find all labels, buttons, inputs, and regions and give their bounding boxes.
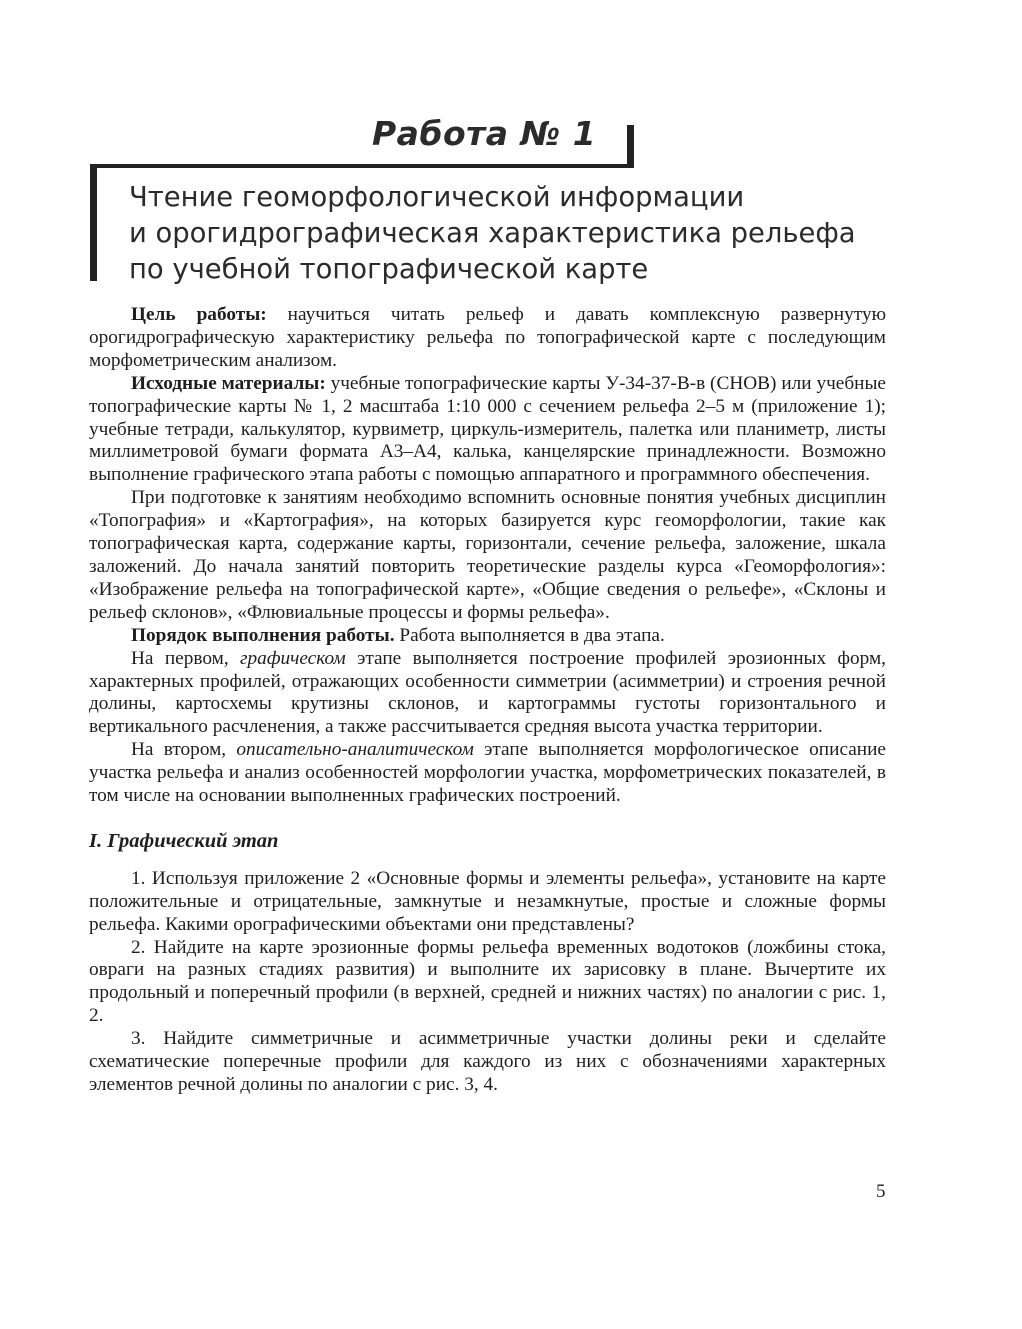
second-stage-paragraph [89,739,886,808]
title-rule-horizontal [90,164,634,168]
first-stage-paragraph [89,648,886,740]
first-stage-text: этапе выполняется построение профилей эрозионных форм, характерных профилей, отражающих особенности симметрии (асимметрии) и строения речной долины, картосхемы крутизны склонов, и картограммы густоты горизонтального и вертикального расчленения, а также рассчитывается средняя высота участка территории. [89,647,886,738]
title-rule-left [90,164,97,281]
work-subtitle [129,180,929,288]
page-number: 5 [876,1181,886,1202]
task-item: 3. Найдите симметричные и асимметричные участки долины реки и сделайте схематические поперечные профили для каждого из них с обозначениями характерных элементов речной долины по аналогии с рис. 3, 4. [89,1028,886,1095]
preparation-paragraph: При подготовке к занятиям необходимо вспомнить основные понятия учебных дисциплин «Топография» и «Картография», на которых базируется курс геоморфологии, такие как топографическая карта, содержание карты, горизонтали, сечение рельефа, заложение, шкала заложений. До начала занятий повторить теоретические разделы курса «Геоморфология»: «Изображение рельефа на топографической карте», «Общие сведения о рельефе», «Склоны и рельеф склонов», «Флювиальные процессы и формы рельефа». [89,487,886,623]
title-rule-right [627,125,634,167]
order-label: Порядок выполнения работы. [131,624,395,646]
goal-text: научиться читать рельеф и давать комплексную развернутую орогидрографическую характеристику рельефа по топографической карте с последующим морфометрическим анализом. [89,304,886,371]
body-text [89,304,886,1097]
section-heading: I. Графический этап [89,829,279,852]
order-paragraph [89,625,886,648]
goal-paragraph [89,304,886,373]
materials-text: учебные топографические карты У-34-37-В-в (СНОВ) или учебные топографические карты № 1, 2 масштаба 1:10 000 с сечением рельефа 2–5 м (приложение 1); учебные тетради, калькулятор, курвиметр, циркуль-измеритель, палетка или планиметр, листы миллиметровой бумаги формата А3–А4, калька, канцелярские принадлежности. Возможно выполнение графического этапа работы с помощью аппаратного и программного обеспечения. [89,372,886,486]
goal-label: Цель работы: [131,304,267,325]
first-stage-intro: На первом, [131,647,241,669]
task-item: 2. Найдите на карте эрозионные формы рельефа временных водотоков (ложбины стока, овраги на разных стадиях развития) и выполните их зарисовку в плане. Вычертите их продольный и поперечный профили (в верхней, средней и нижних частях) по аналогии с рис. 1, 2. [89,936,886,1027]
subtitle-line: Чтение геоморфологической информации [129,182,745,213]
work-title: Работа № 1 [372,114,597,153]
subtitle-line: и орогидрографическая характеристика рельефа [129,218,856,249]
second-stage-intro: На втором, [131,739,237,761]
materials-paragraph [89,373,886,488]
order-text: Работа выполняется в два этапа. [394,624,665,646]
first-stage-emphasis: графическом [240,647,346,669]
task-item: 1. Используя приложение 2 «Основные формы и элементы рельефа», установите на карте положительные и отрицательные, замкнутые и незамкнутые, простые и сложные формы рельефа. Какими орографическими объектами они представлены? [89,867,886,935]
subtitle-line: по учебной топографической карте [129,254,649,285]
second-stage-emphasis: описательно-аналитическом [236,739,474,761]
materials-label: Исходные материалы: [131,372,326,394]
second-stage-text: этапе выполняется морфологическое описание участка рельефа и анализ особенностей морфологии участка, морфометрических показателей, в том числе на основании выполненных графических построений. [89,739,886,807]
